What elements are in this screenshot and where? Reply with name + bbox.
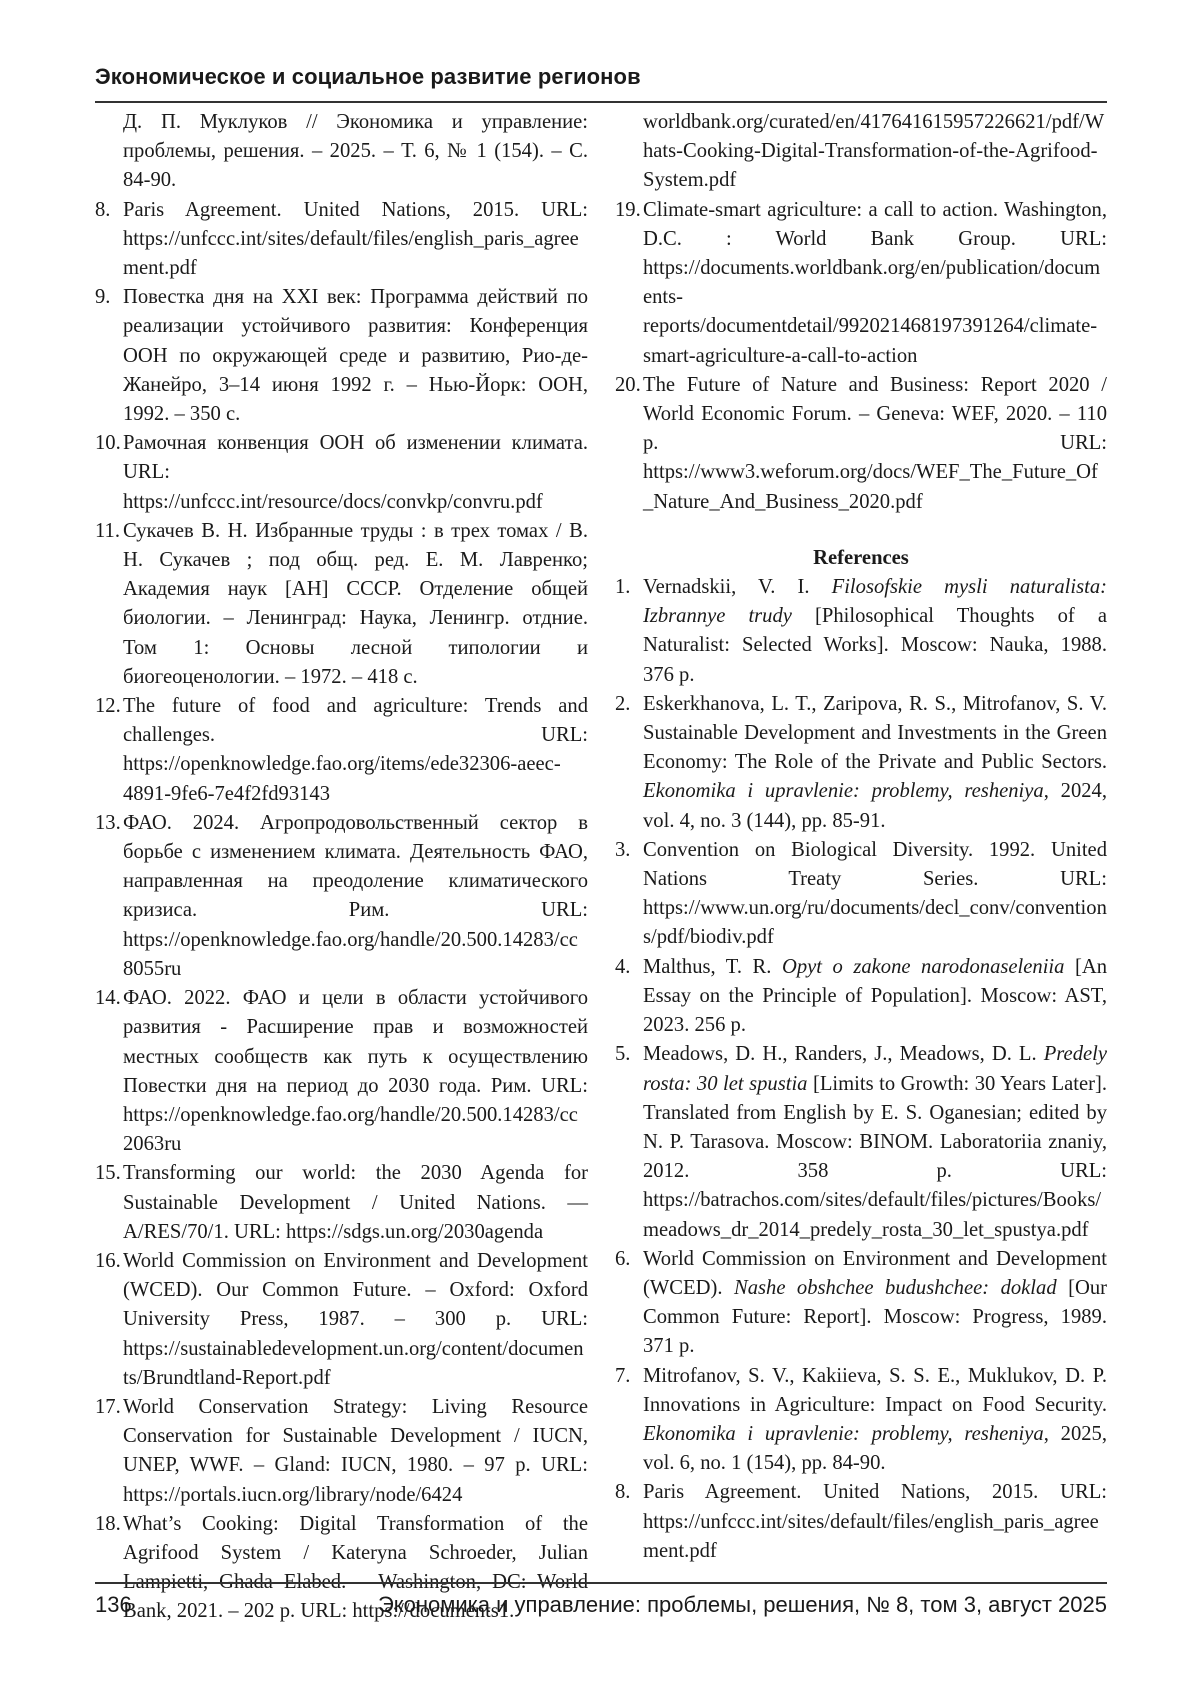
ref-authors: World Commission on Environment and Development (WCED). <box>643 1247 1107 1299</box>
continuation-text: Д. П. Муклуков // Экономика и управление: проблемы, решения. – 2025. – Т. 6, № 1 (154). – С. 84-90. <box>123 111 588 192</box>
item-text <box>643 1245 1107 1362</box>
item-text: World Conservation Strategy: Living Resource Conservation for Sustainable Development / IUCN, UNEP, WWF. – Gland: IUCN, 1980. – 97 p. URL: https://portals.iucn.org/library/node/6424 <box>123 1395 588 1506</box>
ref-details: , 2025, vol. 6, no. 1 (154), pp. 84-90. <box>643 1422 1107 1475</box>
footer-rule <box>95 1582 1107 1584</box>
item-text <box>643 1362 1107 1479</box>
item-text <box>643 573 1107 690</box>
reference-item <box>95 692 588 809</box>
item-number: 11. <box>95 519 120 542</box>
item-text: The Future of Nature and Business: Report 2020 / World Economic Forum. – Geneva: WEF, 2020. – 110 p. URL: https://www3.weforum.org/docs/WEF_The_Future_Of_Nature_And_Business_2020.pdf <box>643 373 1107 513</box>
item-number: 8. <box>95 198 111 221</box>
ref-italic-title: Predely rosta: 30 let spustia <box>643 1043 1107 1095</box>
page-number: 136 <box>95 1592 132 1617</box>
item-number: 13. <box>95 811 121 834</box>
english-reference-item <box>615 1362 1107 1479</box>
reference-item <box>95 196 588 284</box>
item-number: 17. <box>95 1395 121 1418</box>
reference-item <box>95 1393 588 1510</box>
english-reference-item <box>615 690 1107 836</box>
item-text: Рамочная конвенция ООН об изменении климата. URL: https://unfccc.int/resource/docs/convkp/convru.pdf <box>123 432 588 513</box>
item-number: 8. <box>615 1481 631 1504</box>
item-number: 12. <box>95 695 121 718</box>
item-number: 3. <box>615 838 631 861</box>
item-text: World Commission on Environment and Development (WCED). Our Common Future. – Oxford: Oxford University Press, 1987. – 300 p. URL: https://sustainabledevelopment.un.org/content/documents/Brundtland-Report.pdf <box>123 1249 588 1389</box>
reference-item <box>95 1247 588 1393</box>
right-column <box>615 108 1107 1566</box>
item-text: What’s Cooking: Digital Transformation of the Agrifood System / Kateryna Schroeder, Julian Lampietti, Ghada Elabed. – Washington, DC: World Bank, 2021. – 202 p. URL: https://documents1. <box>123 1512 588 1623</box>
item-number: 14. <box>95 987 121 1010</box>
item-number: 18. <box>95 1512 121 1535</box>
journal-footer: Экономика и управление: проблемы, решения, № 8, том 3, август 2025 <box>377 1592 1107 1617</box>
ref-italic-title: Nashe obshchee budushchee: doklad <box>733 1276 1057 1299</box>
ref-details: [An Essay on the Principle of Population]. Moscow: AST, 2023. 256 p. <box>643 955 1107 1037</box>
ref-details: , 2024, vol. 4, no. 3 (144), pp. 85-91. <box>643 780 1107 832</box>
item-text: ФАО. 2024. Агропродовольственный сектор в борьбе с изменением климата. Деятельность ФАО, направленная на преодоление климатического кризиса. Рим. URL: https://openknowledge.fao.org/handle/20.500.14283/cc8055ru <box>123 811 588 980</box>
english-reference-item <box>615 573 1107 690</box>
ref-italic-title: Ekonomika i upravlenie: problemy, resheniya <box>643 780 1044 803</box>
left-column <box>95 108 588 1627</box>
english-reference-item <box>615 1245 1107 1362</box>
ref-details: [Limits to Growth: 30 Years Later]. Translated from English by E. S. Oganesian; edited by N. P. Tarasova. Moscow: BINOM. Laboratoriia znaniy, 2012. 358 p. URL: https://batrachos.com/sites/default/files/pictures/Books/meadows_dr_2014_predely_rosta_30_let_spustya.pdf <box>643 1072 1107 1241</box>
ref-authors: Convention on Biological Diversity. 1992. United Nations Treaty Series. URL: https://www.un.org/ru/documents/decl_conv/conventions/pdf/biodiv.pdf <box>643 838 1107 949</box>
ref-details: [Philosophical Thoughts of a Naturalist: Selected Works]. Moscow: Nauka, 1988. 376 p. <box>643 605 1107 686</box>
item-text: Transforming our world: the 2030 Agenda for Sustainable Development / United Nations. — A/RES/70/1. URL: https://sdgs.un.org/2030agenda <box>123 1162 588 1243</box>
item-text: Сукачев В. Н. Избранные труды : в трех томах / В. Н. Сукачев ; под общ. ред. Е. М. Лавренко; Академия наук [АН] СССР. Отделение общей биологии. – Ленинград: Наука, Ленингр. отдние. Том 1: Основы лесной типологии и биогеоценологии. – 1972. – 418 с. <box>123 519 588 688</box>
reference-item <box>95 984 588 1159</box>
ref-italic-title: Filosofskie mysli naturalista: Izbrannye trudy <box>643 576 1107 628</box>
reference-item <box>95 1159 588 1247</box>
english-reference-item <box>615 1040 1107 1244</box>
reference-item <box>615 196 1107 371</box>
item-text: ФАО. 2022. ФАО и цели в области устойчивого развития - Расширение прав и возможностей местных сообществ как путь к осуществлению Повестки дня на период до 2030 года. Рим. URL: https://openknowledge.fao.org/handle/20.500.14283/cc2063ru <box>123 987 588 1156</box>
reference-item <box>95 809 588 984</box>
reference-item <box>95 283 588 429</box>
item-number: 15. <box>95 1162 121 1185</box>
english-reference-item <box>615 836 1107 953</box>
item-number: 4. <box>615 955 631 978</box>
item-text <box>643 690 1107 836</box>
item-text: Climate-smart agriculture: a call to action. Washington, D.C. : World Bank Group. URL: https://documents.worldbank.org/en/publication/documents-reports/documentdetail/992021468197391264/climate-smart-agriculture-a-call-to-action <box>643 198 1107 367</box>
item-text <box>643 1478 1107 1566</box>
item-number: 6. <box>615 1247 631 1270</box>
ref-authors: Vernadskii, V. I. <box>643 576 832 599</box>
reference-item <box>95 517 588 692</box>
reference-item <box>95 429 588 517</box>
item-number: 7. <box>615 1364 631 1387</box>
item-text <box>643 953 1107 1041</box>
running-title: Экономическое и социальное развитие регионов <box>95 64 641 89</box>
ref-authors: Eskerkhanova, L. T., Zaripova, R. S., Mitrofanov, S. V. Sustainable Development and Investments in the Green Economy: The Role of the Private and Public Sectors. <box>643 692 1107 774</box>
item-number: 2. <box>615 692 631 715</box>
item-number: 10. <box>95 432 121 455</box>
item-number: 5. <box>615 1043 631 1066</box>
ref-authors: Mitrofanov, S. V., Kakiieva, S. S. E., Muklukov, D. P. Innovations in Agriculture: Impact on Food Security. <box>643 1364 1107 1416</box>
header-rule <box>95 101 1107 103</box>
item-number: 19. <box>615 198 641 221</box>
ref-italic-title: Ekonomika i upravlenie: problemy, resheniya <box>643 1422 1044 1445</box>
english-reference-item <box>615 953 1107 1041</box>
references-heading: References <box>813 546 909 569</box>
item-number: 9. <box>95 286 111 309</box>
ref-details: [Our Common Future: Report]. Moscow: Progress, 1989. 371 p. <box>643 1276 1107 1358</box>
reference-item <box>615 371 1107 517</box>
item-text <box>643 836 1107 953</box>
item-number: 16. <box>95 1249 121 1272</box>
english-reference-item <box>615 1478 1107 1566</box>
ref-authors: Malthus, T. R. <box>643 955 782 978</box>
continuation-text: worldbank.org/curated/en/417641615957226621/pdf/Whats-Cooking-Digital-Transformation-of-the-Agrifood-System.pdf <box>643 111 1105 192</box>
item-text: The future of food and agriculture: Trends and challenges. URL: https://openknowledge.fao.org/items/ede32306-aeec-4891-9fe6-7e4f2fd93143 <box>123 695 588 805</box>
item-text <box>643 1040 1107 1244</box>
item-text: Повестка дня на XXI век: Программа действий по реализации устойчивого развития: Конференция ООН по окружающей среде и развитию, Рио-де-Жанейро, 3–14 июня 1992 г. – Нью-Йорк: ООН, 1992. – 350 с. <box>123 286 588 426</box>
ref-authors: Paris Agreement. United Nations, 2015. URL: https://unfccc.int/sites/default/files/english_paris_agreement.pdf <box>643 1481 1107 1562</box>
item-text: Paris Agreement. United Nations, 2015. URL: https://unfccc.int/sites/default/files/english_paris_agreement.pdf <box>123 198 588 280</box>
ref-italic-title: Opyt o zakone narodonaseleniia <box>781 955 1065 978</box>
ref-authors: Meadows, D. H., Randers, J., Meadows, D. L. <box>643 1043 1044 1066</box>
item-number: 20. <box>615 373 641 396</box>
item-number: 1. <box>615 576 631 599</box>
